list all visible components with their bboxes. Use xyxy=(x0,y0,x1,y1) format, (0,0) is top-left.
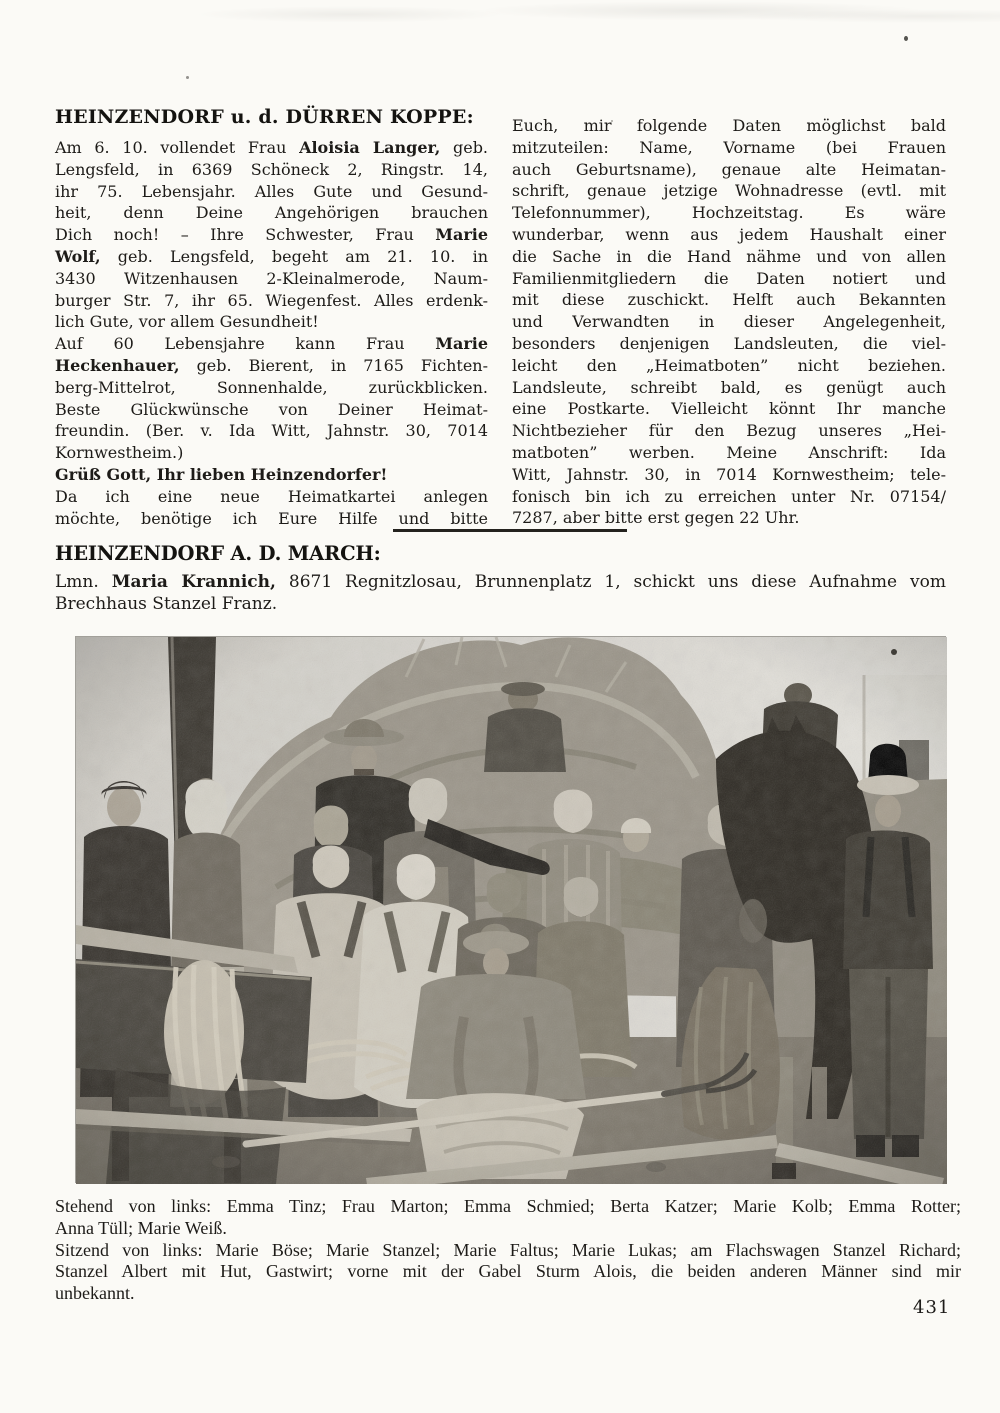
text-line: Nichtbezieher für den Bezug unseres „Hei- xyxy=(512,421,946,441)
text-line: heit, denn Deine Angehörigen brauchen xyxy=(55,203,488,223)
text-line: freundin. (Ber. v. Ida Witt, Jahnstr. 30, 7014 xyxy=(55,421,488,441)
text-line: Da ich eine neue Heimatkartei anlegen xyxy=(55,486,488,506)
text-line: 3430 Witzenhausen 2-Kleinalmerode, Naum- xyxy=(55,268,488,288)
text-line: Familienmitgliedern die Daten notiert und xyxy=(512,268,946,288)
text-line: Sitzend von links: Marie Böse; Marie Stanzel; Marie Faltus; Marie Lukas; am Flachswagen Stanzel Richard; xyxy=(55,1239,961,1260)
text-line: Heckenhauer, geb. Bierent, in 7165 Fichten- xyxy=(55,355,488,375)
text-line: Stanzel Albert mit Hut, Gastwirt; vorne mit der Gabel Sturm Alois, die beiden anderen Männer sind mir xyxy=(55,1261,961,1282)
photo-caption xyxy=(55,1196,961,1305)
text-line: Lmn. Maria Krannich, 8671 Regnitzlosau, Brunnenplatz 1, schickt uns diese Aufnahme vom xyxy=(55,572,946,592)
text-line: Grüß Gott, Ihr lieben Heinzendorfer! xyxy=(55,464,388,484)
article-heading-duerren-koppe: HEINZENDORF u. d. DÜRREN KOPPE: xyxy=(55,106,474,128)
photo-illustration xyxy=(76,637,947,1184)
text-line: Telefonnummer), Hochzeitstag. Es wäre xyxy=(512,203,946,223)
text-line: auch Geburtsname), genaue alte Heimatan- xyxy=(512,159,946,179)
photo-vignette xyxy=(76,637,947,1184)
text-line: Wolf, geb. Lengsfeld, begeht am 21. 10. in xyxy=(55,246,488,266)
scan-artifact xyxy=(904,36,908,41)
article-intro-text xyxy=(55,571,946,615)
scan-texture xyxy=(0,0,1000,36)
text-line: unbekannt. xyxy=(55,1283,135,1304)
page-number: 431 xyxy=(913,1297,951,1318)
section-divider-rule xyxy=(393,529,627,532)
text-line: mit diese zuschickt. Helft auch Bekannten xyxy=(512,290,946,310)
text-line: ihr 75. Lebensjahr. Alles Gute und Gesund- xyxy=(55,181,488,201)
text-line: Dich noch! – Ihre Schwester, Frau Marie xyxy=(55,225,488,245)
text-line: Lengsfeld, in 6369 Schöneck 2, Ringstr. 14, xyxy=(55,159,488,179)
text-line: Euch, mir folgende Daten möglichst bald xyxy=(512,116,946,135)
scan-artifact xyxy=(186,76,189,79)
text-line: die Sache in die Hand nähme und von allen xyxy=(512,246,946,266)
text-line: berg-Mittelrot, Sonnenhalde, zurückblicken. xyxy=(55,377,488,397)
text-line: 7287, aber bitte erst gegen 22 Uhr. xyxy=(512,508,800,528)
text-line: wunderbar, wenn aus jedem Haushalt einer xyxy=(512,224,946,244)
text-line: Beste Glückwünsche von Deiner Heimat- xyxy=(55,399,488,419)
article-heading-march: HEINZENDORF A. D. MARCH: xyxy=(55,542,381,565)
text-line: und Verwandten in dieser Angelegenheit, xyxy=(512,312,946,332)
text-line: möchte, benötige ich Eure Hilfe und bitte xyxy=(55,508,488,528)
text-line: mitzuteilen: Name, Vorname (bei Frauen xyxy=(512,137,946,157)
text-line: Brechhaus Stanzel Franz. xyxy=(55,594,278,614)
text-line: leicht den „Heimatboten” nicht beziehen. xyxy=(512,355,946,375)
photo xyxy=(75,636,946,1183)
text-line: Stehend von links: Emma Tinz; Frau Marton; Emma Schmied; Berta Katzer; Marie Kolb; Emma Rotter; xyxy=(55,1196,961,1216)
text-line: Anna Tüll; Marie Weiß. xyxy=(55,1217,227,1238)
text-line: Kornwestheim.) xyxy=(55,443,184,463)
left-column-text xyxy=(55,137,488,529)
text-line: schrift, genaue jetzige Wohnadresse (evtl. mit xyxy=(512,181,946,201)
text-line: eine Postkarte. Vielleicht könnt Ihr manche xyxy=(512,399,946,419)
text-line: besonders denjenigen Landsleuten, die viel- xyxy=(512,333,946,353)
text-line: Auf 60 Lebensjahre kann Frau Marie xyxy=(55,334,488,354)
right-column-text xyxy=(512,115,946,529)
text-line: burger Str. 7, ihr 65. Wiegenfest. Alles erdenk- xyxy=(55,290,488,310)
text-line: Witt, Jahnstr. 30, in 7014 Kornwestheim; tele- xyxy=(512,464,946,484)
text-line: matboten” werben. Meine Anschrift: Ida xyxy=(512,442,946,462)
text-line: Landsleute, schreibt bald, es genügt auch xyxy=(512,377,946,397)
text-line: fonisch bin ich zu erreichen unter Nr. 07154/ xyxy=(512,486,946,506)
text-line: Am 6. 10. vollendet Frau Aloisia Langer, geb. xyxy=(55,138,489,157)
text-line: lich Gute, vor allem Gesundheit! xyxy=(55,312,319,332)
